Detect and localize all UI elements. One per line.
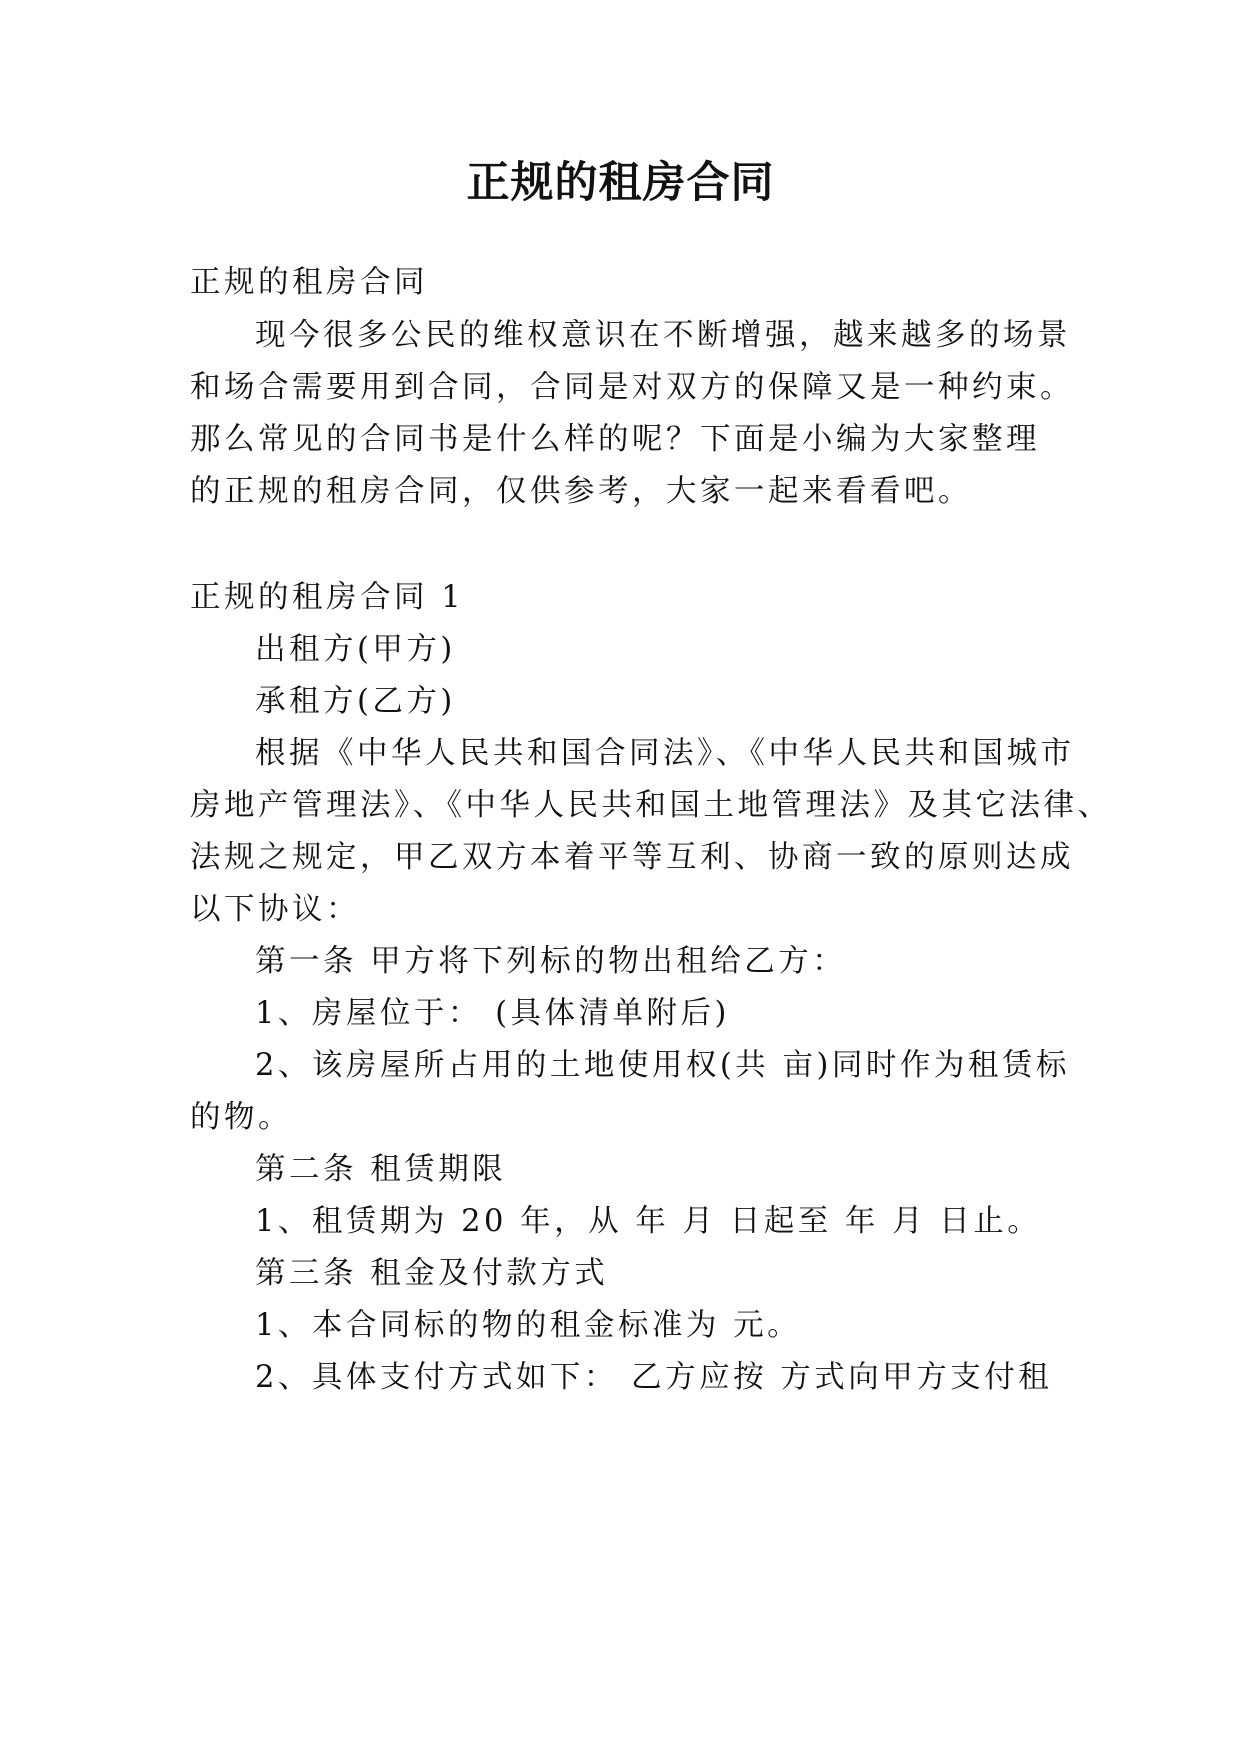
article-3-item-2: 2、具体支付方式如下： 乙方应按 方式向甲方支付租 <box>255 1360 1053 1395</box>
article-1-item-2-line-2: 的物。 <box>190 1100 292 1135</box>
article-1-item-2-line-1: 2、该房屋所占用的土地使用权(共 亩)同时作为租赁标 <box>255 1048 1070 1083</box>
lessor-line: 出租方(甲方) <box>255 632 456 667</box>
intro-line-2: 和场合需要用到合同，合同是对双方的保障又是一种约束。 <box>190 370 1074 405</box>
article-1-item-1: 1、房屋位于： (具体清单附后) <box>255 996 730 1031</box>
basis-line-2: 房地产管理法》、《中华人民共和国土地管理法》及其它法律、 <box>190 788 1112 823</box>
article-2-heading: 第二条 租赁期限 <box>255 1152 507 1187</box>
intro-line-4: 的正规的租房合同，仅供参考，大家一起来看看吧。 <box>190 474 972 509</box>
basis-line-1: 根据《中华人民共和国合同法》、《中华人民共和国城市 <box>255 736 1075 771</box>
article-3-heading: 第三条 租金及付款方式 <box>255 1256 609 1291</box>
article-3-item-1: 1、本合同标的物的租金标准为 元。 <box>255 1308 802 1343</box>
subtitle-line: 正规的租房合同 <box>190 265 428 300</box>
basis-line-3: 法规之规定，甲乙双方本着平等互利、协商一致的原则达成 <box>190 840 1074 875</box>
intro-line-1: 现今很多公民的维权意识在不断增强，越来越多的场景 <box>255 318 1071 353</box>
article-1-heading: 第一条 甲方将下列标的物出租给乙方： <box>255 944 847 979</box>
basis-line-4: 以下协议： <box>190 892 360 927</box>
document-title: 正规的租房合同 <box>466 158 775 208</box>
article-2-item-1: 1、租赁期为 20 年，从 年 月 日起至 年 月 日止。 <box>255 1204 1042 1239</box>
intro-line-3: 那么常见的合同书是什么样的呢？下面是小编为大家整理 <box>190 422 1040 457</box>
section-heading: 正规的租房合同 1 <box>190 580 465 615</box>
lessee-line: 承租方(乙方) <box>255 684 456 719</box>
